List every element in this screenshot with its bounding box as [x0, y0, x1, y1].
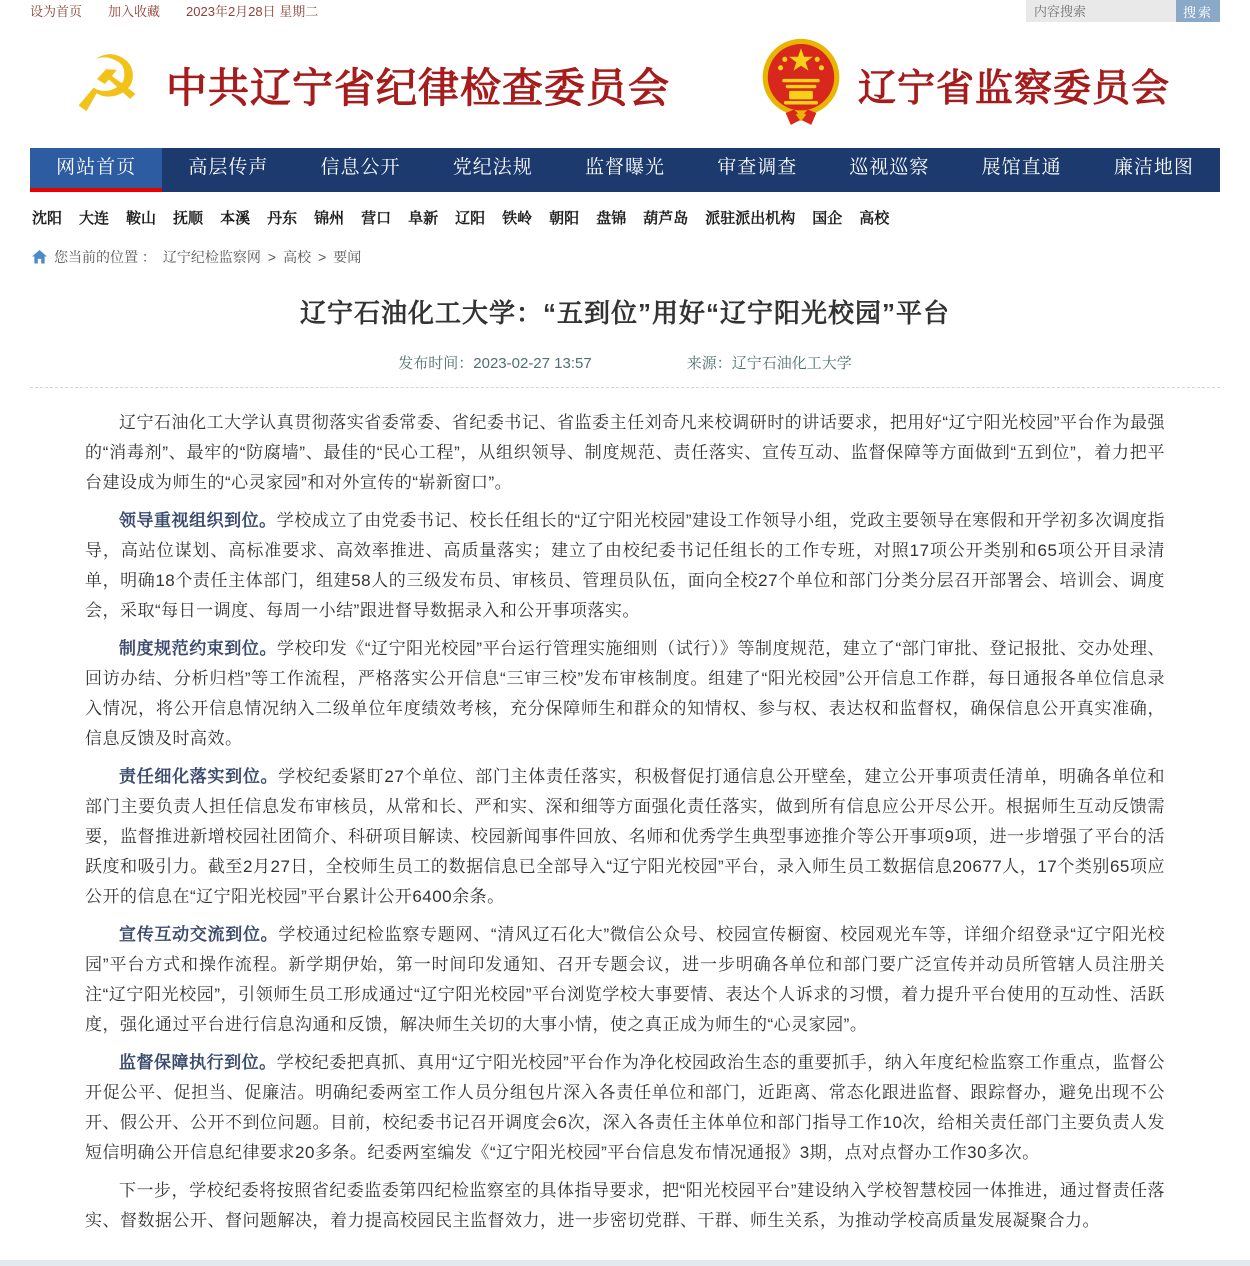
search-box [1026, 0, 1220, 22]
subnav-huludao[interactable]: 葫芦岛 [643, 210, 689, 227]
subnav-jinzhou[interactable]: 锦州 [314, 210, 345, 227]
paragraph [85, 506, 1165, 626]
current-date: 2023年2月28日 星期二 [186, 4, 319, 19]
paragraph [85, 762, 1165, 912]
breadcrumb-prefix: 您当前的位置 ： [54, 249, 156, 265]
article-meta [30, 352, 1220, 388]
subnav-tieling[interactable]: 铁岭 [502, 210, 533, 227]
paragraph [85, 920, 1165, 1040]
search-input[interactable] [1026, 0, 1176, 22]
paragraph-text: 下一步，学校纪委将按照省纪委监委第四纪检监察室的具体指导要求，把“阳光校园平台”建设纳入学校智慧校园一体推进，通过督责任落实、督数据公开、督问题解决，着力提高校园民主监督效力，进一步密切党群、干群、师生关系，为推动学校高质量发展凝聚合力。 [85, 1181, 1165, 1230]
breadcrumb-separator: > [267, 249, 277, 265]
main-nav [30, 148, 1220, 192]
party-emblem-icon: ☭ [72, 40, 142, 128]
add-favorite-link[interactable]: 加入收藏 [108, 4, 161, 19]
publish-time: 发布时间：2023-02-27 13:57 [398, 355, 592, 372]
discipline-commission-title: 中共辽宁省纪律检查委员会 [166, 64, 670, 111]
nav-inspection[interactable]: 巡视巡察 [849, 157, 930, 178]
paragraph [85, 1176, 1165, 1236]
nav-investigation[interactable]: 审查调查 [717, 157, 798, 178]
paragraph-lead: 责任细化落实到位。 [119, 767, 279, 786]
paragraph-lead: 监督保障执行到位。 [119, 1053, 277, 1072]
nav-integrity-map[interactable]: 廉洁地图 [1113, 157, 1194, 178]
paragraph [85, 408, 1165, 498]
subnav-chaoyang[interactable]: 朝阳 [549, 210, 580, 227]
nav-information[interactable]: 信息公开 [320, 157, 401, 178]
paragraph [85, 634, 1165, 754]
supervisory-commission-logo [758, 38, 1170, 130]
subnav-state-enterprises[interactable]: 国企 [812, 210, 843, 227]
article-source: 来源：辽宁石油化工大学 [686, 355, 852, 372]
paragraph-text: 学校通过纪检监察专题网、“清风辽石化大”微信公众号、校园宣传橱窗、校园观光车等，详细介绍登录“辽宁阳光校园”平台方式和操作流程。新学期伊始，第一时间印发通知、召开专题会议，进一步明确各单位和部门要广泛宣传并动员所管辖人员注册关注“辽宁阳光校园”，引领师生员工形成通过“辽宁阳光校园”平台浏览学校大事要情、表达个人诉求的习惯，着力提升平台使用的互动性、活跃度，强化通过平台进行信息沟通和反馈，解决师生关切的大事小情，使之真正成为师生的“心灵家园”。 [85, 925, 1166, 1034]
article [30, 293, 1220, 1250]
breadcrumb-channel-link[interactable]: 高校 [283, 249, 312, 265]
subnav-anshan[interactable]: 鞍山 [126, 210, 157, 227]
search-button[interactable]: 搜索 [1176, 0, 1220, 22]
subnav-panjin[interactable]: 盘锦 [596, 210, 627, 227]
subnav-fuxin[interactable]: 阜新 [408, 210, 439, 227]
paragraph-text: 学校成立了由党委书记、校长任组长的“辽宁阳光校园”建设工作领导小组，党政主要领导在寒假和开学初多次调度指导，高站位谋划、高标准要求、高效率推进、高质量落实；建立了由校纪委书记任组长的工作专班，对照17项公开类别和65项公开目录清单，明确18个责任主体部门，组建58人的三级发布员、审核员、管理员队伍，面向全校27个单位和部门分类分层召开部署会、培训会、调度会，采取“每日一调度、每周一小结”跟进督导数据录入和公开事项落实。 [85, 511, 1166, 620]
paragraph-text: 学校印发《“辽宁阳光校园”平台运行管理实施细则（试行）》等制度规范，建立了“部门审批、登记报批、交办处理、回访办结、分析归档”等工作流程，严格落实公开信息“三审三校”发布审核制度。组建了“阳光校园”公开信息工作群，每日通报各单位信息录入情况，将公开信息情况纳入二级单位年度绩效考核，充分保障师生和群众的知情权、参与权、表达权和监督权，确保信息公开真实准确，信息反馈及时高效。 [85, 639, 1166, 748]
supervisory-commission-title: 辽宁省监察委员会 [858, 67, 1171, 110]
top-utility-bar [0, 0, 1250, 26]
nav-regulations[interactable]: 党纪法规 [452, 157, 533, 178]
article-title: 辽宁石油化工大学：“五到位”用好“辽宁阳光校园”平台 [299, 298, 950, 328]
subnav-dalian[interactable]: 大连 [79, 210, 110, 227]
subnav-liaoyang[interactable]: 辽阳 [455, 210, 486, 227]
paragraph-text: 辽宁石油化工大学认真贯彻落实省委常委、省纪委书记、省监委主任刘奇凡来校调研时的讲话要求，把用好“辽宁阳光校园”平台作为最强的“消毒剂”、最牢的“防腐墙”、最佳的“民心工程”，从组织领导、制度规范、责任落实、宣传互动、监督保障等方面做到“五到位”，着力把平台建设成为师生的“心灵家园”和对外宣传的“崭新窗口”。 [85, 413, 1165, 492]
subnav-dandong[interactable]: 丹东 [267, 210, 298, 227]
nav-exposure[interactable]: 监督曝光 [584, 157, 665, 178]
breadcrumb-section-link[interactable]: 要闻 [333, 249, 362, 265]
paragraph-text: 学校纪委把真抓、真用“辽宁阳光校园”平台作为净化校园政治生态的重要抓手，纳入年度纪检监察工作重点，监督公开促公平、促担当、促廉洁。明确纪委两室工作人员分组包片深入各责任单位和部门，近距离、常态化跟进监督、跟踪督办，避免出现不公开、假公开、公开不到位问题。目前，校纪委书记召开调度会6次，深入各责任主体单位和部门指导工作10次，给相关责任部门主要负责人发短信明确公开信息纪律要求20多条。纪委两室编发《“辽宁阳光校园”平台信息发布情况通报》3期，点对点督办工作30多次。 [85, 1053, 1166, 1162]
subnav-yingkou[interactable]: 营口 [361, 210, 392, 227]
subnav-benxi[interactable]: 本溪 [220, 210, 251, 227]
set-home-link[interactable]: 设为首页 [30, 4, 83, 19]
paragraph [85, 1048, 1165, 1168]
masthead [0, 26, 1250, 148]
discipline-commission-logo [62, 41, 670, 127]
nav-voice[interactable]: 高层传声 [188, 157, 269, 178]
subnav-fushun[interactable]: 抚顺 [173, 210, 204, 227]
breadcrumb-separator: > [318, 249, 327, 265]
article-body [30, 388, 1220, 1250]
breadcrumb [0, 241, 1250, 277]
paragraph-lead: 领导重视组织到位。 [119, 511, 277, 530]
subnav-universities[interactable]: 高校 [859, 210, 890, 227]
home-icon [32, 250, 47, 264]
paragraph-lead: 宣传互动交流到位。 [119, 925, 279, 944]
nav-exhibition[interactable]: 展馆直通 [981, 157, 1062, 178]
subnav-dispatched-agencies[interactable]: 派驻派出机构 [705, 210, 796, 227]
paragraph-text: 学校纪委紧盯27个单位、部门主体责任落实，积极督促打通信息公开壁垒，建立公开事项责任清单，明确各单位和部门主要负责人担任信息发布审核员，从常和长、严和实、深和细等方面强化责任落实，做到所有信息应公开尽公开。根据师生互动反馈需要，监督推进新增校园社团简介、科研项目解读、校园新闻事件回放、名师和优秀学生典型事迹推介等公开事项9项，进一步增强了平台的活跃度和吸引力。截至2月27日，全校师生员工的数据信息已全部导入“辽宁阳光校园”平台，录入师生员工数据信息20677人，17个类别65项应公开的信息在“辽宁阳光校园”平台累计公开6400余条。 [85, 767, 1165, 906]
national-emblem-icon [758, 38, 844, 130]
nav-home[interactable]: 网站首页 [30, 148, 162, 192]
subnav-shenyang[interactable]: 沈阳 [32, 210, 63, 227]
breadcrumb-site-link[interactable]: 辽宁纪检监察网 [162, 249, 261, 265]
paragraph-lead: 制度规范约束到位。 [119, 639, 278, 658]
city-subnav [0, 192, 1250, 241]
footer-strip [0, 1260, 1250, 1266]
